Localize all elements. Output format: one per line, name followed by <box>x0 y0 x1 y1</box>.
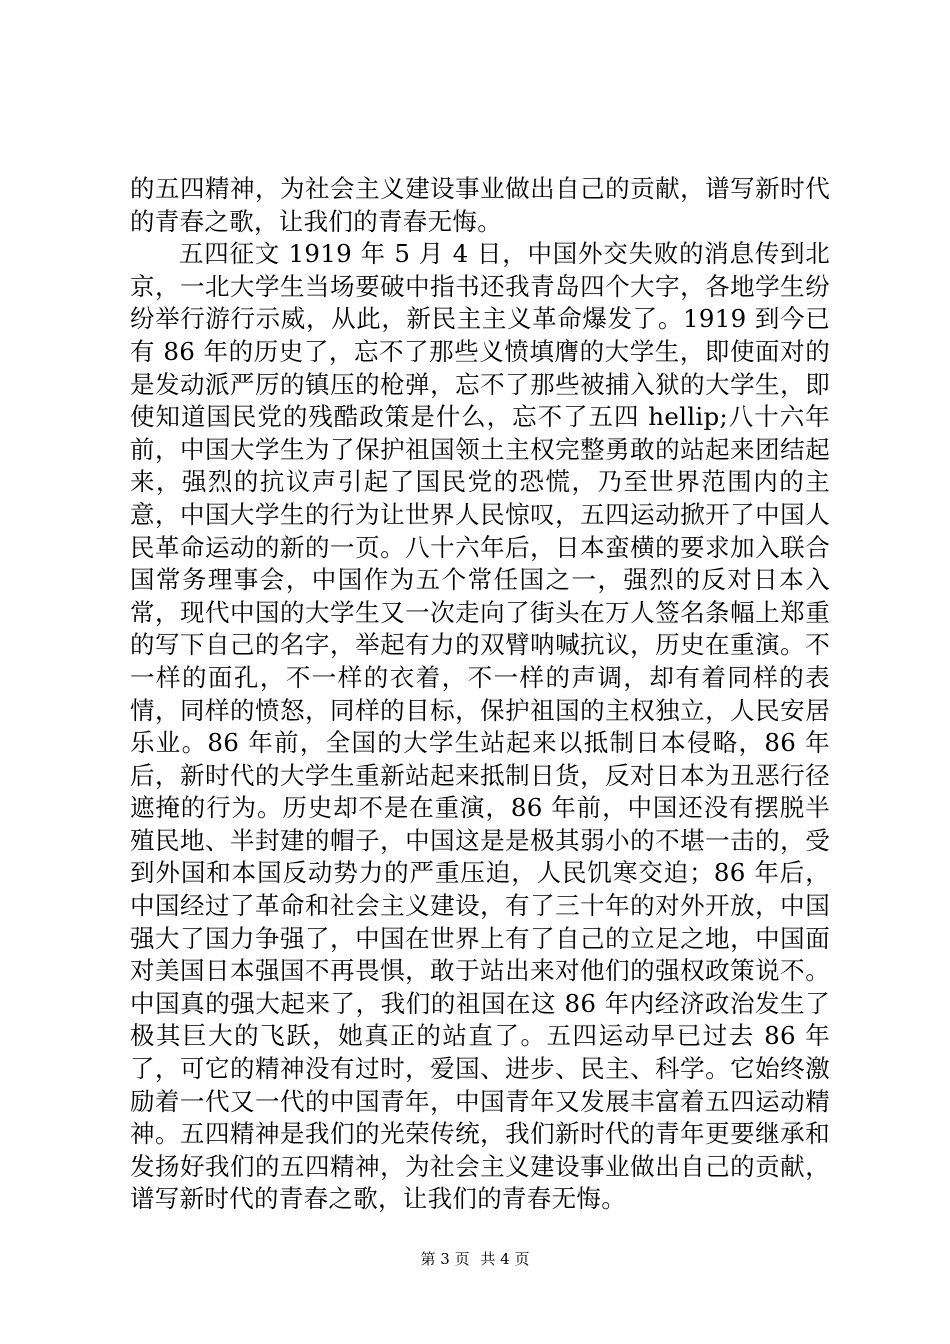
paragraph-essay: 五四征文 1919 年 5 月 4 日，中国外交失败的消息传到北京，一北大学生当场要破中指书还我青岛四个大字，各地学生纷纷举行游行示威，从此，新民主主义革命爆发了。1919 到今已有 86 年的历史了，忘不了那些义愤填膺的大学生，即使面对的是发动派严厉的镇压的枪弹，忘不了那些被捕入狱的大学生，即使知道国民党的残酷政策是什么，忘不了五四 hellip;八十六年前，中国大学生为了保护祖国领土主权完整勇敢的站起来团结起来，强烈的抗议声引起了国民党的恐慌，乃至世界范围内的主意，中国大学生的行为让世界人民惊叹，五四运动掀开了中国人民革命运动的新的一页。八十六年后，日本蛮横的要求加入联合国常务理事会，中国作为五个常任国之一，强烈的反对日本入常，现代中国的大学生又一次走向了街头在万人签名条幅上郑重的写下自己的名字，举起有力的双臂呐喊抗议，历史在重演。不一样的面孔，不一样的衣着，不一样的声调，却有着同样的表情，同样的愤怒，同样的目标，保护祖国的主权独立，人民安居乐业。86 年前，全国的大学生站起来以抵制日本侵略，86 年后，新时代的大学生重新站起来抵制日货，反对日本为丑恶行径遮掩的行为。历史却不是在重演，86 年前，中国还没有摆脱半殖民地、半封建的帽子，中国这是是极其弱小的不堪一击的，受到外国和本国反动势力的严重压迫，人民饥寒交迫；86 年后，中国经过了革命和社会主义建设，有了三十年的对外开放，中国强大了国力争强了，中国在世界上有了自己的立足之地，中国面对美国日本强国不再畏惧，敢于站出来对他们的强权政策说不。中国真的强大起来了，我们的祖国在这 86 年内经济政治发生了极其巨大的飞跃，她真正的站直了。五四运动早已过去 86 年了，可它的精神没有过时，爱国、进步、民主、科学。它始终激励着一代又一代的中国青年，中国青年又发展丰富着五四运动精神。五四精神是我们的光荣传统，我们新时代的青年更要继承和发扬好我们的五四精神，为社会主义建设事业做出自己的贡献，谱写新时代的青春之歌，让我们的青春无悔。 <box>130 239 830 1214</box>
paragraph-continuation: 的五四精神，为社会主义建设事业做出自己的贡献，谱写新时代的青春之歌，让我们的青春无悔。 <box>130 174 830 236</box>
document-body <box>130 173 830 1216</box>
page-footer <box>0 1248 950 1269</box>
total-pages: 共 4 页 <box>480 1250 530 1268</box>
page-number: 第 3 页 <box>420 1250 470 1268</box>
